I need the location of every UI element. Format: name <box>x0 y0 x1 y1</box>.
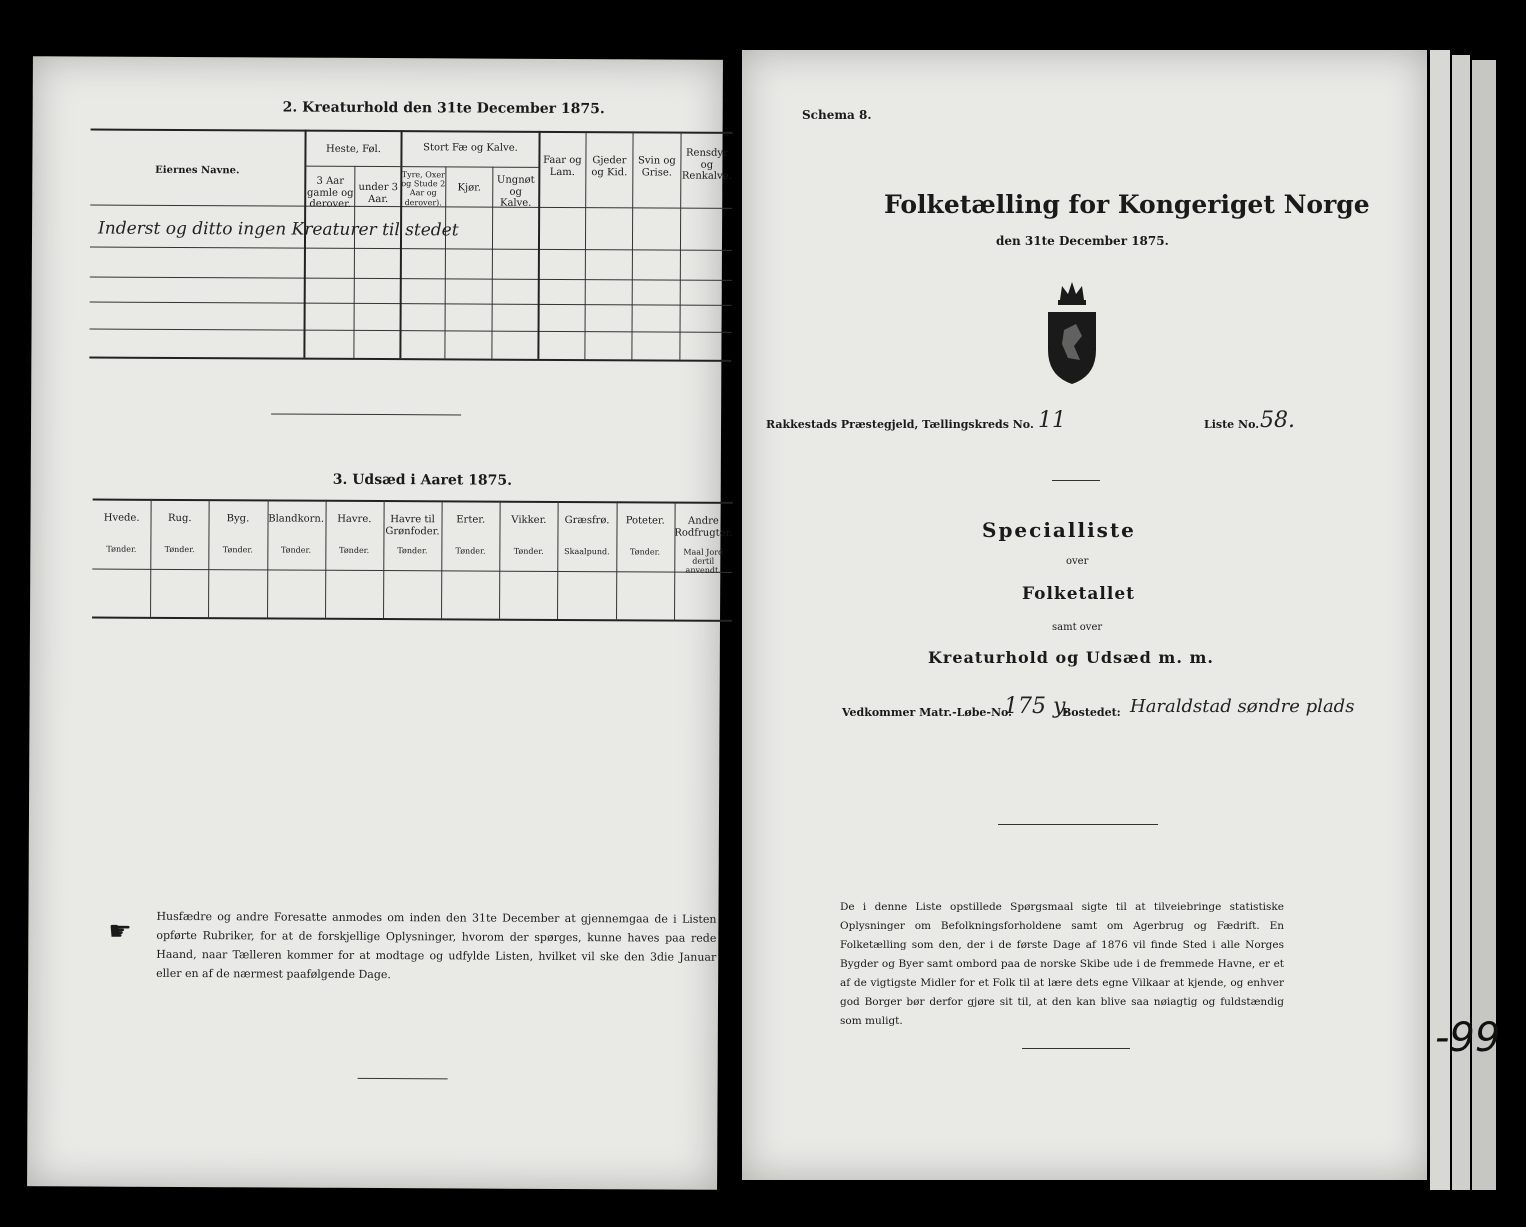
date: den 31te December 1875. <box>996 234 1169 248</box>
divider <box>1022 1048 1130 1049</box>
header-owner: Eiernes Navne. <box>155 164 240 177</box>
seed-header-name: Andre Rodfrugter. <box>674 515 733 539</box>
bosted-label: Bostedet: <box>1062 706 1121 719</box>
table-rule <box>90 247 732 251</box>
footer-note: De i denne Liste opstillede Spørgsmaal sigte til at tilveiebringe statistiske Oplysninger om Befolkningsforholdene samt om Agerbrug og Fædrift. En Folketælling som den, der i de første Dage af 1876 vil finde Sted i alle Norges Bygder og Byer samt ombord paa de norske Skibe ude i de fremmede Havne, er et af de vigtigste Midler for et Folk til at lære dets egne Vilkaar at kjende, og enhver god Borger bør derfor gjøre sit til, at den kan blive saa nøiagtig og fuldstændig som muligt. <box>840 901 1284 1027</box>
matr-label: Vedkommer Matr.-Løbe-No. <box>842 706 1012 719</box>
header-cattle-c: Ungnøt og Kalve. <box>496 174 535 209</box>
section2-title: 2. Kreaturhold den 31te December 1875. <box>282 99 605 118</box>
seed-header-name: Havre til Grønfoder. <box>385 514 440 537</box>
left-page <box>27 56 733 1190</box>
title: Folketælling for Kongeriget Norge <box>884 190 1370 219</box>
livestock-entry: Inderst og ditto ingen Kreaturer til stedet <box>98 218 459 241</box>
seed-header-name: Græsfrø. <box>564 514 610 527</box>
table-rule <box>90 302 732 306</box>
schema-label: Schema 8. <box>802 108 872 122</box>
seed-table <box>33 56 723 60</box>
table-rule <box>89 357 731 362</box>
seed-header-unit: Tønder. <box>397 546 428 556</box>
seed-header-unit: Tønder. <box>513 546 544 556</box>
seed-header-unit: Tønder. <box>280 545 312 555</box>
matr-number: 175 y. <box>1004 694 1070 719</box>
header-horses: Heste, Føl. <box>326 143 381 156</box>
folketallet-heading: Folketallet <box>1022 584 1135 604</box>
list-label: Liste No. <box>1204 418 1260 431</box>
divider <box>271 413 461 415</box>
seed-header-name: Vikker. <box>511 514 547 526</box>
seed-header-unit: Tønder. <box>164 544 195 555</box>
header-cattle: Stort Fæ og Kalve. <box>423 142 518 154</box>
table-rule <box>304 166 538 168</box>
header-cattle-b: Kjør. <box>457 182 482 194</box>
table-rule <box>92 569 732 573</box>
table-rule <box>91 129 733 134</box>
table-rule <box>90 277 732 281</box>
header-goats: Gjeder og Kid. <box>591 155 628 178</box>
seed-header-name: Havre. <box>337 513 372 525</box>
header-reindeer: Rensdyr og Renkalve. <box>681 147 732 182</box>
coat-of-arms-icon <box>1042 280 1102 390</box>
parish-label: Rakkestads Præstegjeld, Tællingskreds No. <box>766 418 1034 431</box>
header-horses-a: 3 Aar gamle og derover. <box>306 175 354 210</box>
header-horses-b: under 3 Aar. <box>358 181 399 205</box>
seed-header-name: Rug. <box>167 512 192 525</box>
seed-header-unit: Tønder. <box>455 546 486 556</box>
seed-header-unit: Tønder. <box>222 545 253 555</box>
samt-over-label: samt over <box>1052 622 1103 633</box>
table-col <box>399 130 402 358</box>
seed-header-name: Erter. <box>456 514 486 526</box>
seed-header-unit: Tønder. <box>106 544 137 554</box>
header-sheep: Faar og Lam. <box>543 154 582 178</box>
table-rule <box>92 617 732 622</box>
seed-header-unit: Tønder. <box>339 545 370 555</box>
header-cattle-a: Tyre, Oxer og Stude 2 Aar og derover). <box>401 170 446 207</box>
list-number: 58. <box>1260 408 1295 433</box>
seed-header-name: Byg. <box>226 513 250 525</box>
bosted-value: Haraldstad søndre plads <box>1130 696 1355 717</box>
section3-title: 3. Udsæd i Aaret 1875. <box>332 471 513 489</box>
seed-header-name: Hvede. <box>103 512 140 524</box>
specialliste-heading: Specialliste <box>982 518 1136 542</box>
seed-header-unit: Tønder. <box>630 547 661 557</box>
pointing-hand-icon: ☛ <box>108 916 132 947</box>
divider <box>358 1078 448 1079</box>
kreaturhold-heading: Kreaturhold og Udsæd m. m. <box>928 648 1214 667</box>
seed-header-unit: Maal Jord dertil anvendt. <box>683 547 724 576</box>
seed-header-unit: Skaalpund. <box>564 546 610 557</box>
notice-text: Husfædre og andre Foresatte anmodes om inden den 31te December at gjennemgaa de i Listen opførte Rubriker, for at de forskjellige Oplysninger, hvorom der spørges, kunne haves paa rede Haand, naar Tælleren kommer for at modtage og udfylde Listen, hvilket vil ske den 3die Januar eller en af de nærmest paafølgende Dage. <box>156 909 717 982</box>
divider <box>1052 480 1100 481</box>
right-page <box>742 50 1427 1180</box>
table-rule <box>93 499 733 504</box>
table-col <box>303 130 306 358</box>
header-pigs: Svin og Grise. <box>638 155 676 179</box>
district-number: 11 <box>1038 408 1066 433</box>
seed-header-name: Poteter. <box>625 515 665 527</box>
table-rule <box>90 329 732 333</box>
seed-header-name: Blandkorn. <box>268 513 325 525</box>
margin-note: -99 <box>1435 1015 1501 1061</box>
over-label: over <box>1066 556 1089 567</box>
divider <box>998 824 1158 825</box>
